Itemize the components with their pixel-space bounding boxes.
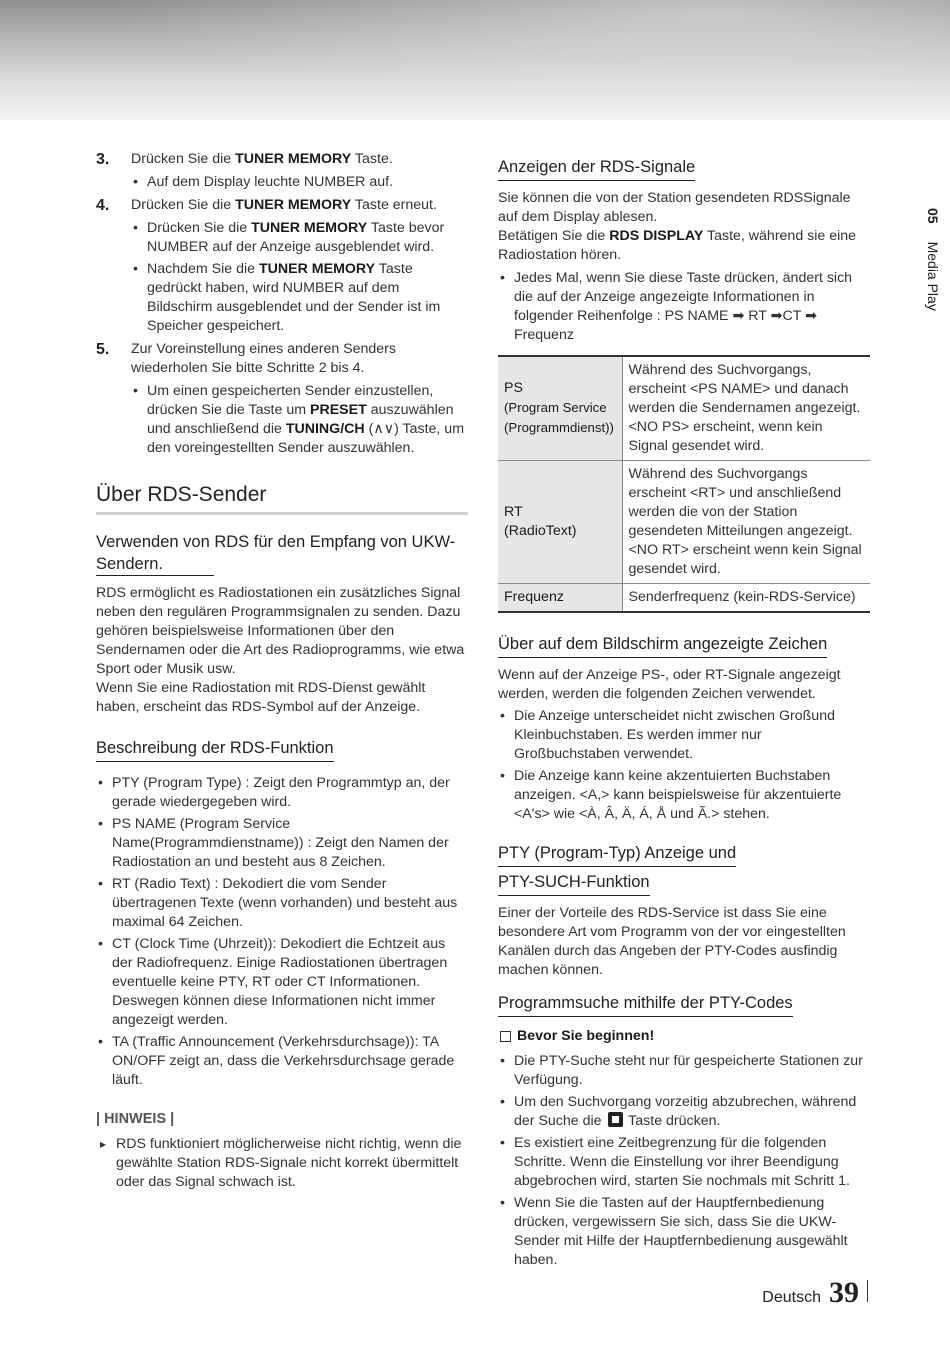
paragraph xyxy=(498,227,870,265)
note-heading: | HINWEIS | xyxy=(96,1111,175,1127)
text: Taste bevor NUMBER auf der Anzeige ausgeblendet wird. xyxy=(147,220,445,255)
text: Taste. xyxy=(351,151,393,167)
rds-function-list xyxy=(96,774,468,1090)
text: auszuwählen und anschließend die xyxy=(147,402,454,437)
step-5 xyxy=(96,340,468,378)
list-item: • Die Anzeige unterscheidet nicht zwischen Großund Kleinbuchstaben. Es werden immer nur Großbuchstaben verwendet. xyxy=(498,707,870,764)
subsection-title-use: Verwenden von RDS für den Empfang von UKW-Sendern. xyxy=(96,533,456,573)
text: Drücken Sie die xyxy=(131,151,236,167)
note-item: ▸ RDS funktioniert möglicherweise nicht richtig, wenn die gewählte Station RDS-Signale nicht korrekt übermittelt oder das Signal schwach ist. xyxy=(96,1135,468,1192)
text: Um einen gespeicherten Sender einzustellen, drücken Sie die Taste um xyxy=(147,383,434,418)
table-row xyxy=(498,584,870,613)
text: Taste, um den voreingestellten Sender auszuwählen. xyxy=(147,421,465,456)
paragraph: Wenn Sie eine Radiostation mit RDS-Dienst gewählt haben, erscheint das RDS-Symbol auf der Anzeige. xyxy=(96,680,426,715)
table-row xyxy=(498,461,870,584)
list-item: • Die Anzeige kann keine akzentuierten Buchstaben anzeigen. <A,> kann beispielsweise für akzentuierte <A's> wie <À, Â, Ä, Á, Å und Ã.> stehen. xyxy=(498,767,870,824)
bold-text: PRESET xyxy=(309,402,367,418)
list-item: • RT (Radio Text) : Dekodiert die vom Sender übertragenen Texte (wenn vorhanden) und besteht aus maximal 64 Zeichen. xyxy=(96,875,468,932)
list-item: • Jedes Mal, wenn Sie diese Taste drücken, ändert sich die auf der Anzeige angezeigte Informationen in folgender Reihenfolge : PS NAME ➡ RT ➡CT ➡ Frequenz xyxy=(498,269,870,345)
text: Betätigen Sie die xyxy=(498,228,610,244)
key-label: PS xyxy=(504,380,523,396)
header-band xyxy=(0,0,950,120)
key-sub-label: (RadioText) xyxy=(504,523,577,539)
step-3 xyxy=(96,150,468,169)
bold-text: RDS DISPLAY xyxy=(609,228,704,244)
page-number: 39 xyxy=(829,1276,859,1309)
chapter-label: Media Play xyxy=(925,241,941,311)
title-underline xyxy=(96,575,214,576)
step-5-bullets xyxy=(131,382,468,458)
list-item: • Es existiert eine Zeitbegrenzung für die folgenden Schritte. Wenn die Einstellung vor ihrer Beendigung abgebrochen wird, starten Sie nochmals mit Schritt 1. xyxy=(498,1134,870,1191)
step-number: 5. xyxy=(96,341,110,358)
subsection-title-desc: Beschreibung der RDS-Funktion xyxy=(96,737,334,762)
up-down-icon: (∧∨) xyxy=(364,421,403,437)
stop-button-icon xyxy=(608,1112,623,1127)
table-value: Während des Suchvorgangs, erscheint <PS NAME> und danach werden die Sendernamen angezeigt. <NO PS> erscheint, wenn kein Signal gesendet wird. xyxy=(622,356,870,461)
paragraph: Einer der Vorteile des RDS-Service ist dass Sie eine besondere Art vom Programm von der vor eingestellten Kanälen durch das Angeben der PTY-Codes ausfindig machen können. xyxy=(498,905,846,978)
step-4-bullets xyxy=(131,219,468,336)
subsection-title-pty-1: PTY (Program-Typ) Anzeige und xyxy=(498,842,736,867)
text: Taste drücken. xyxy=(624,1113,721,1129)
list-item: • Auf dem Display leuchte NUMBER auf. xyxy=(131,173,468,192)
key-label: Frequenz xyxy=(504,589,564,605)
text: Taste, während sie eine Radiostation hören. xyxy=(498,228,857,263)
left-column xyxy=(96,150,468,1192)
table-row xyxy=(498,356,870,461)
footer-divider xyxy=(867,1280,868,1302)
table-key xyxy=(498,584,622,613)
table-key xyxy=(498,461,622,584)
paragraph: Sie können die von der Station gesendeten RDSSignale auf dem Display ablesen. xyxy=(498,190,851,225)
text: Um den Suchvorgang vorzeitig abzubrechen, während der Suche die xyxy=(514,1094,857,1129)
bold-text: TUNER MEMORY xyxy=(258,261,376,277)
paragraph: RDS ermöglicht es Radiostationen ein zusätzliches Signal neben den regulären Programmsignalen zu senden. Dazu gehören beispielsweise Informationen über den Sendernamen oder die Art des Radioprogramms, wie etwa Sport oder Musik usw. xyxy=(96,585,465,677)
text: Taste erneut. xyxy=(351,197,437,213)
table-value: Während des Suchvorgangs erscheint <RT> und anschließend werden die von der Station gesendeten Mitteilungen angezeigt. <NO RT> erscheint wenn kein Signal gesendet wird. xyxy=(622,461,870,584)
subsection-title-show: Anzeigen der RDS-Signale xyxy=(498,156,695,181)
bold-text: TUNER MEMORY xyxy=(235,151,352,167)
bold-text: TUNING/CH xyxy=(285,421,365,437)
paragraph: Wenn auf der Anzeige PS-, oder RT-Signale angezeigt werden, werden die folgenden Zeichen verwendet. xyxy=(498,667,841,702)
right-column xyxy=(498,150,870,1276)
footer-language: Deutsch xyxy=(762,1289,821,1306)
step-number: 3. xyxy=(96,151,110,168)
side-tab xyxy=(923,208,942,311)
section-title: Über RDS-Sender xyxy=(96,482,468,515)
list-item: • CT (Clock Time (Uhrzeit)): Dekodiert die Echtzeit aus der Radiofrequenz. Einige Radiostationen übertragen eventuelle keine PTY, RT oder CT Informationen. Deswegen können diese Informationen nicht immer angezeigt werden. xyxy=(96,935,468,1030)
list-item: • PS NAME (Program Service Name(Programmdienstname)) : Zeigt den Namen der Radiostation an und besteht aus 8 Zeichen. xyxy=(96,815,468,872)
list-item xyxy=(131,260,468,336)
list-item xyxy=(131,382,468,458)
search-list xyxy=(498,1052,870,1270)
table-value: Senderfrequenz (kein-RDS-Service) xyxy=(622,584,870,613)
list-item: • Die PTY-Suche steht nur für gespeicherte Stationen zur Verfügung. xyxy=(498,1052,870,1090)
text: Taste gedrückt haben, wird NUMBER auf dem Bildschirm ausgeblendet und der Sender ist im Speicher gespeichert. xyxy=(147,261,441,334)
list-item: • TA (Traffic Announcement (Verkehrsdurchsage)): TA ON/OFF zeigt an, dass die Verkehrsdurchsage gerade läuft. xyxy=(96,1033,468,1090)
list-item xyxy=(131,219,468,257)
show-list xyxy=(498,269,870,345)
subsection-title-chars: Über auf dem Bildschirm angezeigte Zeichen xyxy=(498,633,827,658)
chapter-number: 05 xyxy=(925,208,941,224)
text: Drücken Sie die xyxy=(131,197,236,213)
step-number: 4. xyxy=(96,197,110,214)
list-item xyxy=(498,1093,870,1131)
bold-text: TUNER MEMORY xyxy=(251,220,368,236)
subsection-title-search: Programmsuche mithilfe der PTY-Codes xyxy=(498,992,793,1017)
before-you-begin: Bevor Sie beginnen! xyxy=(498,1027,870,1046)
subsection-title-pty-2: PTY-SUCH-Funktion xyxy=(498,871,650,896)
page-footer xyxy=(762,1276,868,1309)
text: Drücken Sie die xyxy=(147,220,252,236)
key-label: RT xyxy=(504,504,523,520)
key-sub-label: (Program Service (Programmdienst)) xyxy=(504,400,614,435)
step-4 xyxy=(96,196,468,215)
text: Zur Voreinstellung eines anderen Senders wiederholen Sie bitte Schritte 2 bis 4. xyxy=(131,341,397,376)
list-item: • PTY (Program Type) : Zeigt den Programmtyp an, der gerade wiedergegeben wird. xyxy=(96,774,468,812)
bold-text: TUNER MEMORY xyxy=(235,197,352,213)
table-key xyxy=(498,356,622,461)
chars-list xyxy=(498,707,870,824)
list-item: • Wenn Sie die Tasten auf der Hauptfernbedienung drücken, vergewissern Sie sich, dass Sie die UKW-Sender mit Hilfe der Hauptfernbedienung ausgewählt haben. xyxy=(498,1194,870,1270)
text: Nachdem Sie die xyxy=(147,261,259,277)
rds-signal-table xyxy=(498,355,870,613)
step-3-bullets xyxy=(131,173,468,192)
